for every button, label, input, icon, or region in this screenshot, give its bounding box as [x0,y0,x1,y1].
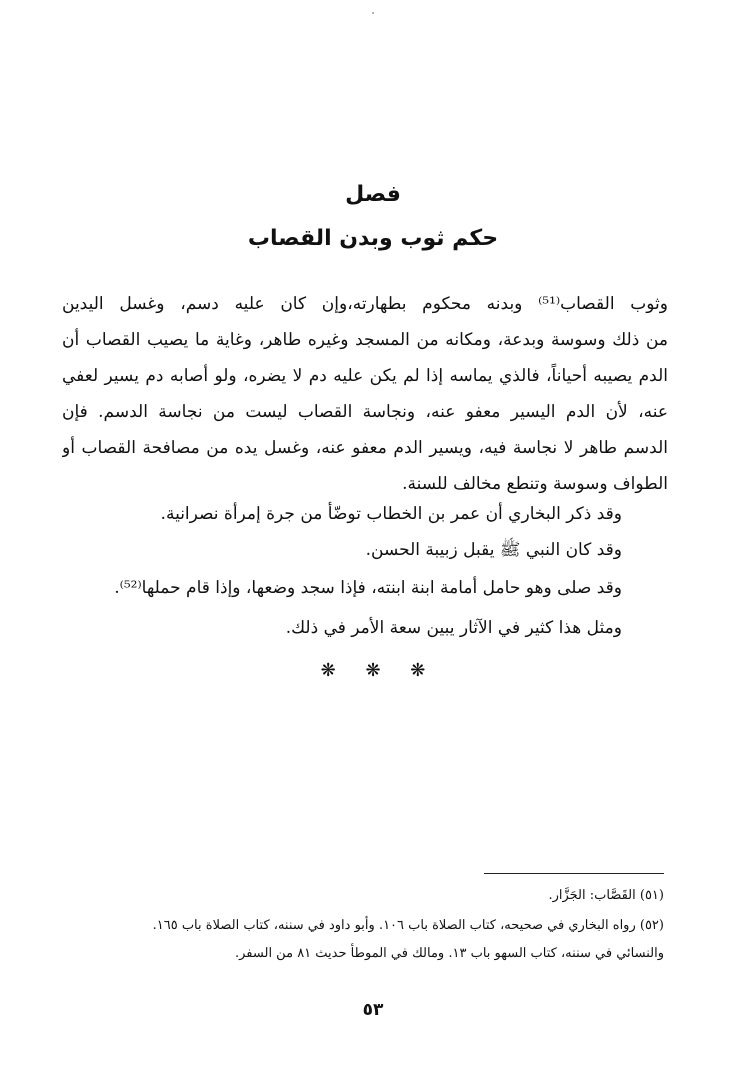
paragraph-line: عنه، لأن الدم اليسير معفو عنه، ونجاسة القصاب ليست من نجاسة الدسم. فإن [62,402,668,422]
statement-line: وقد صلى وهو حامل أمامة ابنة ابنته، فإذا سجد وضعها، وإذا قام حملها⁽⁵²⁾. [114,578,622,598]
chapter-subtitle: حكم ثوب وبدن القصاب [247,226,499,251]
statement-line: وقد ذكر البخاري أن عمر بن الخطاب توضّأ من جرة إمرأة نصرانية. [160,504,622,524]
paragraph-line: وثوب القصاب⁽⁵¹⁾ وبدنه محكوم بطهارته،وإن كان عليه دسم، وغسل اليدين [62,294,668,314]
section-separator [0,660,746,681]
statement-line: ومثل هذا كثير في الآثار يبين سعة الأمر في ذلك. [285,618,622,638]
footnote-52-continued: والنسائي في سننه، كتاب السهو باب ١٣. ومالك في الموطأ حديث ٨١ من السفر. [235,946,664,961]
main-paragraph [62,286,668,502]
paragraph-line: من ذلك وسوسة وبدعة، ومكانه من المسجد وغيره طاهر، وغاية ما يصيب القصاب أن [62,330,668,350]
page-number: ٥٣ [362,1000,384,1020]
asterisk-ornament: ❋ [320,660,336,681]
footnote-divider [484,873,664,874]
asterisk-ornament: ❋ [365,660,381,681]
chapter-title: فصل [345,182,401,207]
paragraph-line: الطواف وسوسة وتنطع مخالف للسنة. [402,474,668,494]
footnote-52: (٥٢) رواه البخاري في صحيحه، كتاب الصلاة باب ١٠٦. وأبو داود في سننه، كتاب الصلاة باب ١٦٥. [152,918,664,933]
statement-line: وقد كان النبي ﷺ يقبل زبيبة الحسن. [365,540,622,560]
footnote-51: (٥١) القَصَّاب: الجَزَّار. [548,888,664,903]
paragraph-line: الدسم طاهر لا نجاسة فيه، ويسير الدم معفو عنه، وغسل يده من مصافحة القصاب أو [62,438,668,458]
page-top-mark [372,12,374,14]
paragraph-line: الدم يصيبه أحياناً، فالذي يماسه إذا لم يكن عليه دم لا يضره، ولو أصابه دم يسير لعفي [62,366,668,386]
asterisk-ornament: ❋ [410,660,426,681]
